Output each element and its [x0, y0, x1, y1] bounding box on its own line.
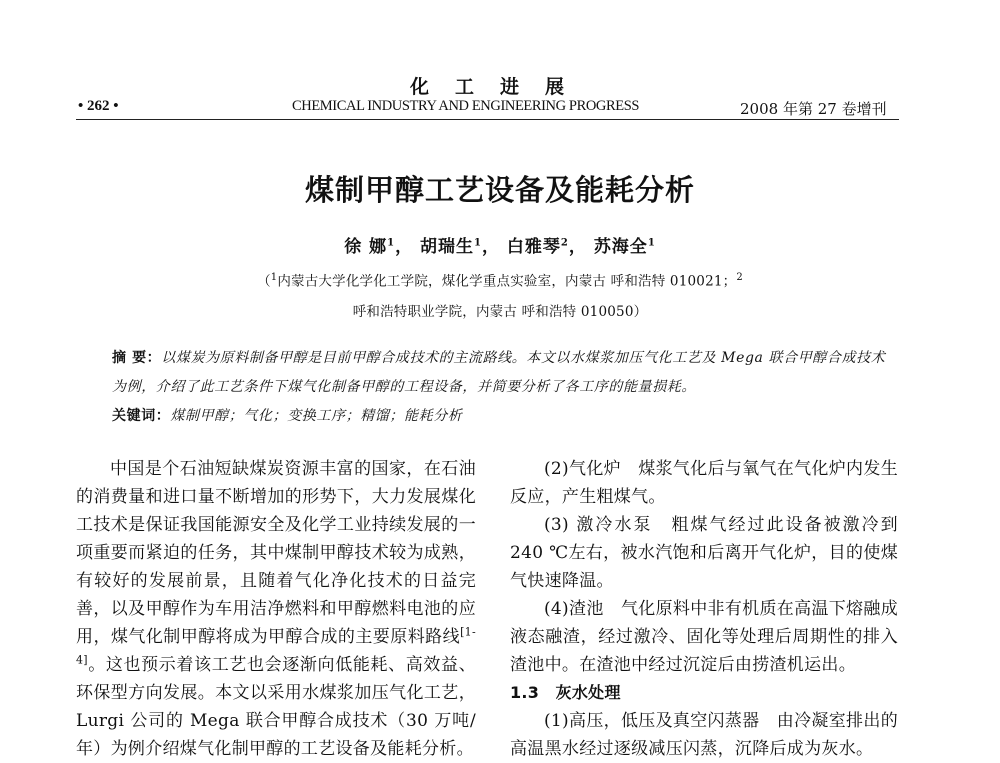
- issue-info: 2008 年第 27 卷增刊: [740, 100, 887, 118]
- author-name: 徐 娜: [344, 237, 388, 257]
- intro-paragraph: [76, 455, 476, 763]
- author-sup: 1: [474, 237, 482, 249]
- aff-sup: 2: [736, 272, 743, 283]
- author-name: 胡瑞生: [420, 237, 475, 257]
- aff-sup: 1: [270, 272, 278, 283]
- paragraph-gasifier: (2)气化炉 煤浆气化后与氧气在气化炉内发生反应，产生粗煤气。: [510, 459, 898, 507]
- citation: [1-4]: [76, 625, 476, 667]
- journal-name-cn: 化工进展: [409, 76, 590, 98]
- intro-text-b: 。这也预示着该工艺也会逐渐向低能耗、高效益、环保型方向发展。本文以采用水煤浆加压气化工艺，Lurgi 公司的 Mega 联合甲醇合成技术（30 万吨/年）为例介绍煤气化制甲醇的工艺设备及能耗分析。: [76, 655, 476, 759]
- paper-title: 煤制甲醇工艺设备及能耗分析: [304, 173, 695, 207]
- paragraph-flash: (1)高压，低压及真空闪蒸器 由冷凝室排出的高温黑水经过逐级减压闪蒸，沉降后成为灰水。: [510, 711, 898, 759]
- body-right-column: [510, 455, 898, 763]
- body-left-column: [76, 455, 476, 763]
- keywords-label: 关键词：: [112, 408, 171, 424]
- paragraph-quench-pump: (3) 激冷水泵 粗煤气经过此设备被激冷到 240 ℃左右，被水汽饱和后离开气化炉，目的使煤气快速降温。: [510, 515, 898, 591]
- affiliation-1: 内蒙古大学化学化工学院，煤化学重点实验室，内蒙古 呼和浩特 010021；: [277, 273, 737, 290]
- page-number: • 262 •: [78, 98, 119, 114]
- abstract: [112, 344, 888, 402]
- author-name: 白雅琴: [506, 237, 561, 257]
- affiliation-2: 呼和浩特职业学院，内蒙古 呼和浩特 010050）: [352, 303, 648, 320]
- abstract-text: 以煤炭为原料制备甲醇是目前甲醇合成技术的主流路线。本文以水煤浆加压气化工艺及 Mega 联合甲醇合成技术为例，介绍了此工艺条件下煤气化制备甲醇的工程设备，并简要分析了各工序的能量损耗。: [112, 350, 886, 395]
- header-rule: [76, 119, 899, 120]
- intro-text-a: 中国是个石油短缺煤炭资源丰富的国家，在石油的消费量和进口量不断增加的形势下，大力发展煤化工技术是保证我国能源安全及化学工业持续发展的一项重要而紧迫的任务，其中煤制甲醇技术较为成熟，有较好的发展前景，且随着气化净化技术的日益完善，以及甲醇作为车用洁净燃料和甲醇燃料电池的应用，煤气化制甲醇将成为甲醇合成的主要原料路线: [76, 459, 476, 647]
- abstract-label: 摘 要：: [112, 350, 162, 366]
- keywords-text: 煤制甲醇；气化；变换工序；精馏；能耗分析: [170, 408, 463, 424]
- author-sup: 2: [560, 237, 569, 249]
- author-sup: 1: [387, 237, 396, 249]
- author-sup: 1: [647, 237, 656, 249]
- paragraph-slag-pool: (4)渣池 气化原料中非有机质在高温下熔融成液态融渣，经过激冷、固化等处理后周期性的排入渣池中。在渣池中经过沉淀后由捞渣机运出。: [510, 599, 898, 675]
- author-list: 徐 娜$^1$， 胡瑞生$^1$， 白雅琴$^2$， 苏海全$^1$: [344, 237, 656, 257]
- section-heading: 1.3 灰水处理: [510, 683, 621, 702]
- affiliations: （$^1$内蒙古大学化学化工学院，煤化学重点实验室，内蒙古 呼和浩特 010021；$^2$呼和浩特职业学院，内蒙古 呼和浩特 010050）: [257, 272, 743, 320]
- author-name: 苏海全: [593, 237, 648, 257]
- journal-name-en: CHEMICAL INDUSTRY AND ENGINEERING PROGRESS: [292, 98, 640, 114]
- keywords: [112, 402, 888, 431]
